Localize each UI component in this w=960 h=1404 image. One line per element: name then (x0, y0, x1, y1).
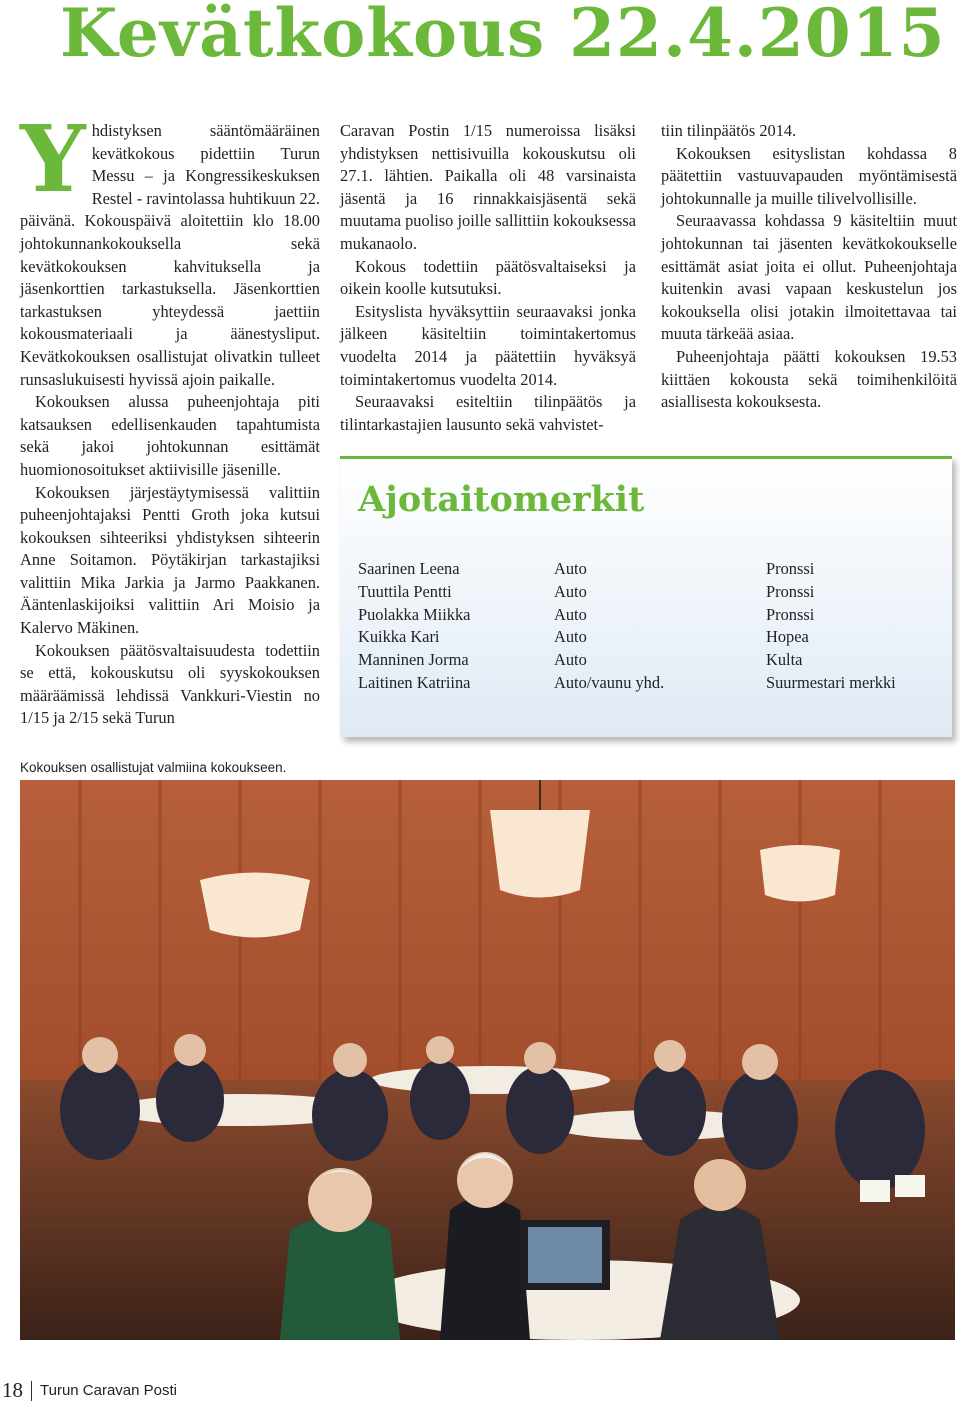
award-name: Laitinen Katriina (358, 672, 471, 692)
photo-caption: Kokouksen osallistujat valmiina kokoukseen. (20, 760, 287, 775)
page-title: Kevätkokous 22.4.2015 (60, 0, 946, 72)
article-paragraph: hdistyksen sääntömääräinen kevätkokous pidettiin Turun Messu – ja Kongressikeskuksen Restel - ravintolassa huhtikuun 22. päivänä. Kokouspäivä aloitettiin klo 18.00 johtokunnankokouksella sekä kevätkokouksen kahvituksella ja jäsenkorttien tarkastuksella. Jäsenkorttien tarkastuksen yhteydessä jaettiin kokousmateriaali ja äänestysliput. Kevätkokouksen osallistujat olivatkin tulleet runsaslukuisesti hyvissä ajoin paikalle. (20, 121, 320, 389)
award-level: Hopea (766, 627, 809, 647)
article-paragraph: Esityslista hyväksyttiin seuraavaksi jonka jälkeen käsiteltiin toimintakertomus vuodelta 2014 ja päätettiin hyväksyä toimintakertomus vuodelta 2014. (340, 301, 636, 389)
article-paragraph: Kokouksen alussa puheenjohtaja piti katsauksen edellisenkauden tapahtumista sekä jakoi johtokunnan esittämät huomionosoitukset aktiivisille jäsenille. (20, 392, 320, 479)
article-paragraph: Seuraavassa kohdassa 9 käsiteltiin muut johtokunnan tai jäsenten kevätkokoukselle esittämät asiat joita ei ollut. Puheenjohtaja kuitenkin avasi vapaan keskustelun jos kokouksella olisi jotakin ilmoitettavaa tai muuta tärkeää asiaa. (661, 211, 957, 344)
award-row (358, 559, 938, 582)
award-row (358, 627, 938, 650)
award-level: Pronssi (766, 559, 815, 578)
award-name: Manninen Jorma (358, 650, 469, 670)
article-paragraph: tiin tilinpäätös 2014. (661, 121, 797, 140)
award-row (358, 582, 938, 605)
footer-divider (31, 1381, 32, 1401)
award-row (358, 605, 938, 628)
award-category: Auto (554, 559, 587, 578)
award-category: Auto (554, 650, 587, 670)
award-category: Auto (554, 581, 587, 601)
award-level: Pronssi (766, 581, 815, 601)
award-row (358, 650, 938, 673)
article-paragraph: Caravan Postin 1/15 numeroissa lisäksi yhdistyksen nettisivuilla kokouskutsu oli 27.1. lähtien. Paikalla oli 48 varsinaista jäsentä ja 16 rinnakkaisjäsentä sekä muutama puoliso joille sallittiin kokouksessa mukanaolo. (340, 121, 636, 253)
award-name: Kuikka Kari (358, 627, 440, 647)
publication-name: Turun Caravan Posti (40, 1382, 178, 1399)
article-paragraph: Kokous todettiin päätösvaltaiseksi ja oikein koolle kutsutuksi. (340, 256, 636, 299)
award-row (358, 673, 938, 696)
award-category: Auto/vaunu yhd. (554, 672, 665, 692)
article-column-2 (340, 120, 636, 436)
page-number: 18 (2, 1378, 23, 1402)
award-category: Auto (554, 627, 587, 647)
article-paragraph: Kokouksen päätösvaltaisuudesta todettiin se että, kokouskutsu oli syyskokouksen määräämissä lehdissä Vankkuri-Viestin no 1/15 ja 2/15 sekä Turun (20, 640, 320, 728)
award-category: Auto (554, 604, 587, 624)
article-paragraph: Seuraavaksi esiteltiin tilinpäätös ja tilintarkastajien lausunto sekä vahvistet- (340, 392, 636, 434)
award-level: Pronssi (766, 604, 815, 624)
awards-title: Ajotaitomerkit (358, 479, 645, 520)
award-name: Puolakka Miikka (358, 604, 471, 624)
article-paragraph: Kokouksen esityslistan kohdassa 8 päätettiin vastuuvapauden myöntämisestä johtokunnalle ja muille tilivelvollisille. (661, 143, 957, 208)
award-level: Kulta (766, 650, 803, 670)
article-paragraph: Puheenjohtaja päätti kokouksen 19.53 kiittäen kokousta sekä toimihenkilöitä asiallisesta kokouksesta. (661, 346, 957, 412)
meeting-photo (20, 780, 955, 1340)
article-paragraph: Kokouksen järjestäytymisessä valittiin puheenjohtajaksi Pentti Groth joka kutsui kokouksen sihteeriksi yhdistyksen sihteerin Anne Soitamon. Pöytäkirjan tarkastajiksi valittiin Mika Jarkia ja Jarmo Paakkanen. Ääntenlaskijoiksi valittiin Ari Moisio ja Kalervo Mäkinen. (20, 482, 320, 638)
article-column-1 (20, 105, 320, 730)
drop-cap: Y (20, 105, 86, 213)
award-level: Suurmestari merkki (766, 672, 896, 692)
awards-table (358, 559, 938, 696)
article-column-3 (661, 120, 957, 414)
award-name: Tuuttila Pentti (358, 581, 452, 601)
awards-box (340, 456, 952, 737)
award-name: Saarinen Leena (358, 559, 460, 578)
